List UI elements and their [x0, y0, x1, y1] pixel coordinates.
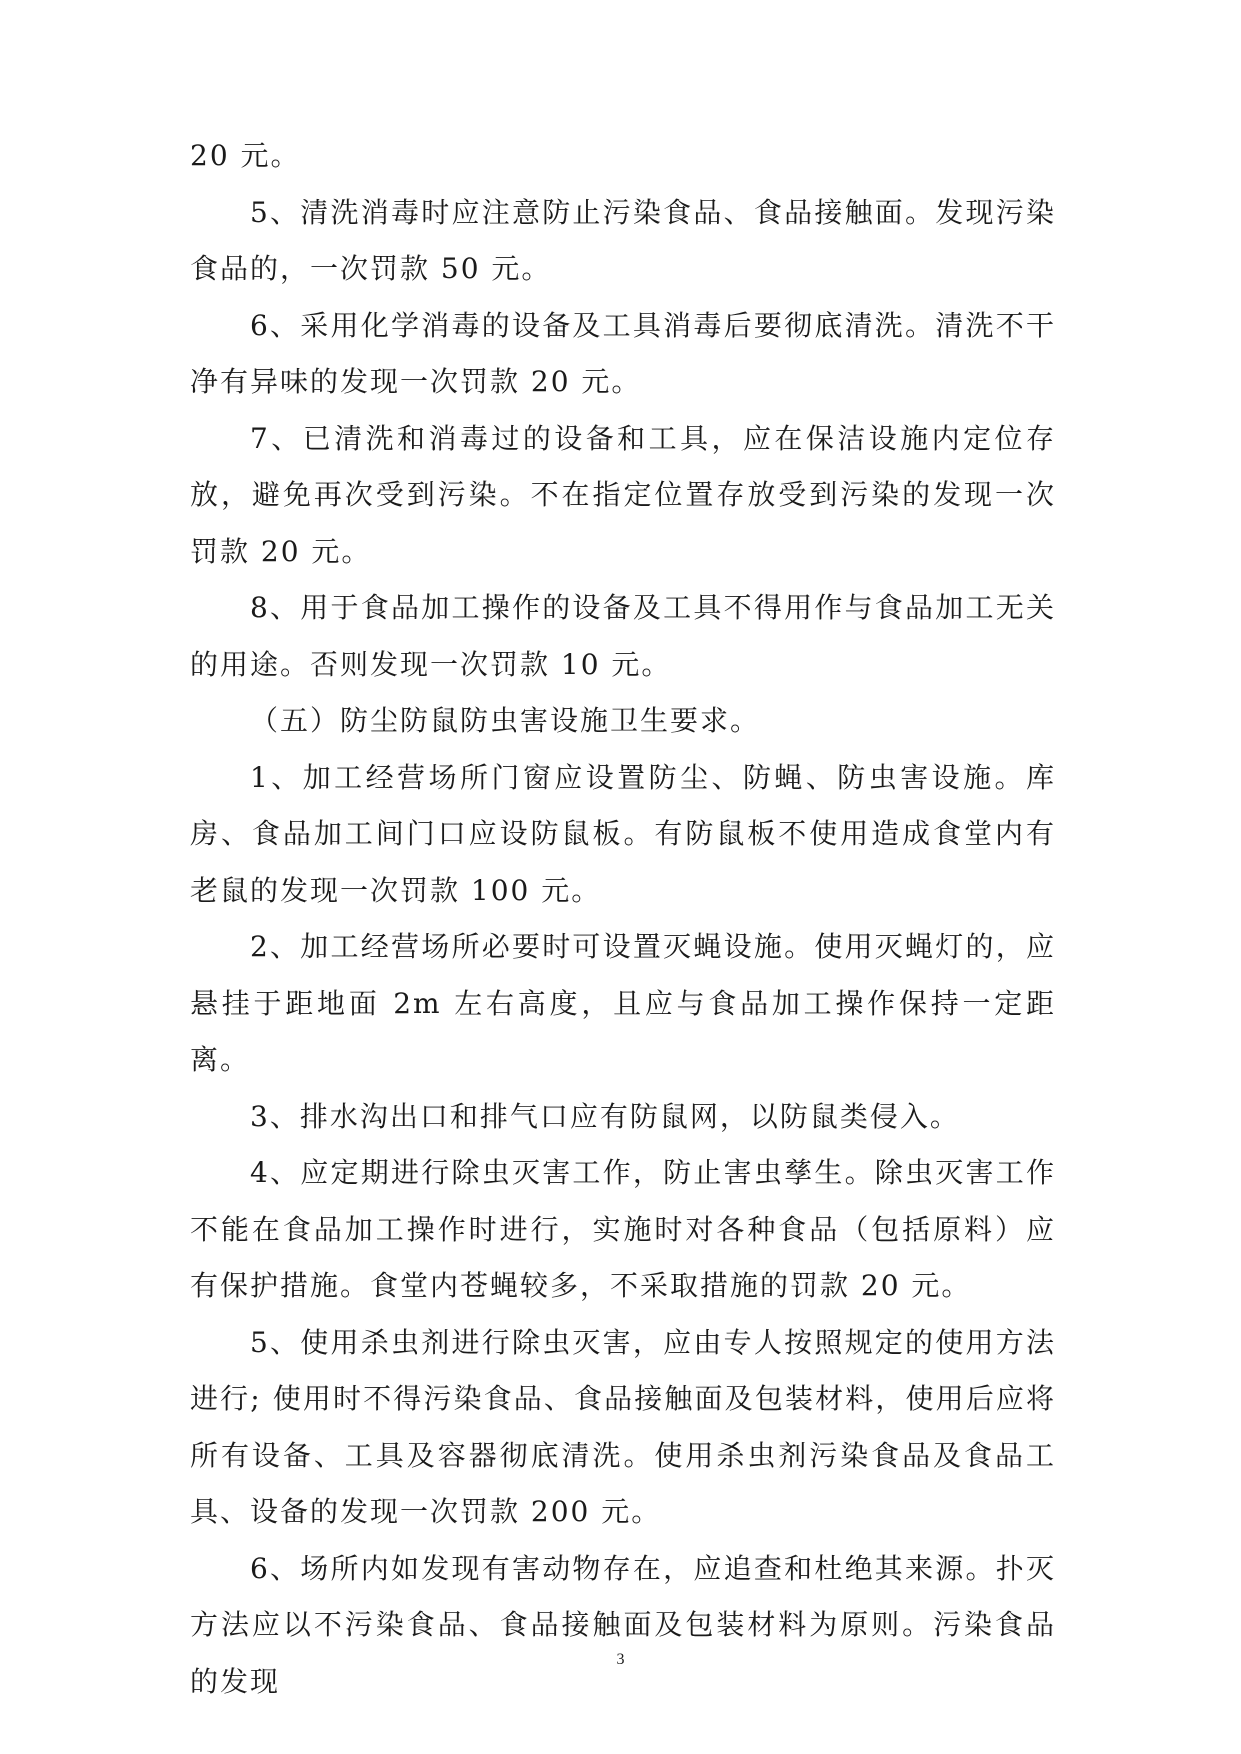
paragraph-section5-item-5: 5、使用杀虫剂进行除虫灭害，应由专人按照规定的使用方法进行; 使用时不得污染食品、食品接触面及包装材料，使用后应将所有设备、工具及容器彻底清洗。使用杀虫剂污染食品及食品工具、设备的发现一次罚款 200 元。	[190, 1325, 1056, 1528]
paragraph-section5-item-2: 2、加工经营场所必要时可设置灭蝇设施。使用灭蝇灯的，应悬挂于距地面 2m 左右高度，且应与食品加工操作保持一定距离。	[190, 930, 1056, 1076]
paragraph-continuation: 20 元。	[190, 139, 301, 172]
paragraph-section5-item-6: 6、场所内如发现有害动物存在，应追查和杜绝其来源。扑灭方法应以不污染食品、食品接触面及包装材料为原则。污染食品的发现	[190, 1551, 1056, 1698]
paragraph-section5-item-1: 1、加工经营场所门窗应设置防尘、防蝇、防虫害设施。库房、食品加工间门口应设防鼠板。有防鼠板不使用造成食堂内有老鼠的发现一次罚款 100 元。	[190, 760, 1056, 907]
page-number: 3	[616, 1651, 625, 1668]
paragraph-item-8: 8、用于食品加工操作的设备及工具不得用作与食品加工无关的用途。否则发现一次罚款 10 元。	[190, 591, 1056, 681]
paragraph-item-7: 7、已清洗和消毒过的设备和工具，应在保洁设施内定位存放，避免再次受到污染。不在指定位置存放受到污染的发现一次罚款 20 元。	[190, 421, 1056, 568]
paragraph-section5-item-3: 3、排水沟出口和排气口应有防鼠网，以防鼠类侵入。	[250, 1099, 960, 1133]
section-heading: （五）防尘防鼠防虫害设施卫生要求。	[250, 704, 761, 737]
paragraph-item-6: 6、采用化学消毒的设备及工具消毒后要彻底清洗。清洗不干净有异味的发现一次罚款 20 元。	[190, 308, 1056, 398]
paragraph-section5-item-4: 4、应定期进行除虫灭害工作，防止害虫孳生。除虫灭害工作不能在食品加工操作时进行，实施时对各种食品（包括原料）应有保护措施。食堂内苍蝇较多，不采取措施的罚款 20 元。	[190, 1156, 1056, 1302]
body-text	[190, 128, 1056, 1710]
paragraph-item-5: 5、清洗消毒时应注意防止污染食品、食品接触面。发现污染食品的，一次罚款 50 元。	[190, 195, 1056, 285]
